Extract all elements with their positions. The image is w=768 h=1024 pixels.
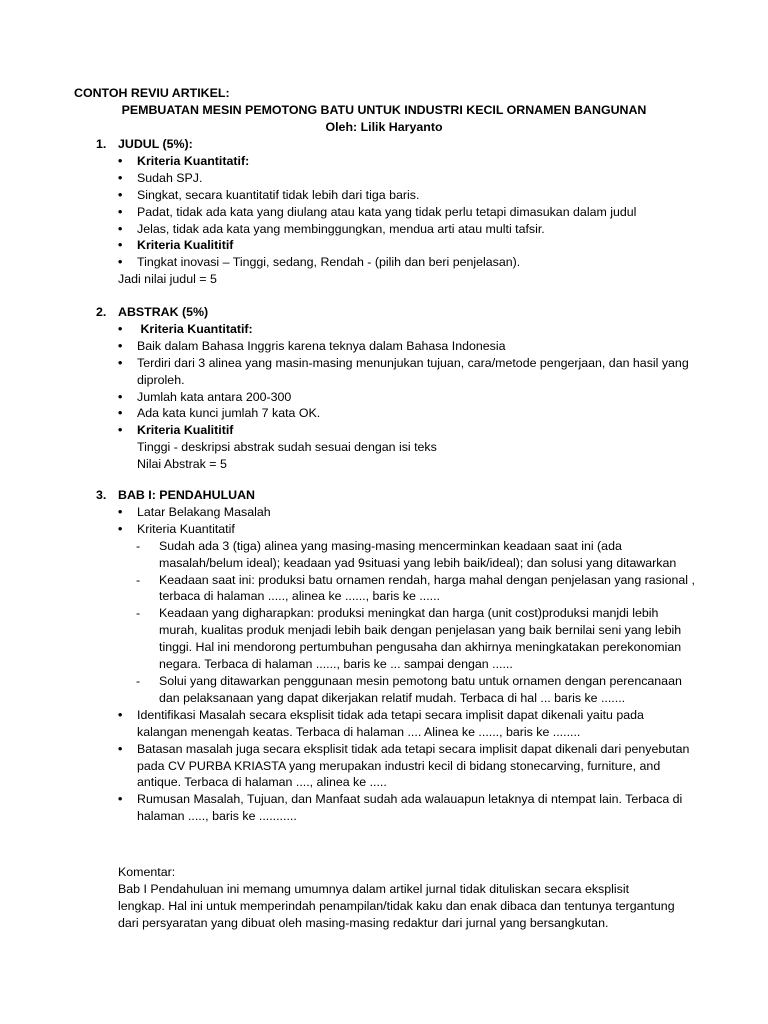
list-item: • Ada kata kunci jumlah 7 kata OK.: [118, 406, 321, 421]
bullet-icon: •: [118, 423, 123, 438]
document-title: CONTOH REVIU ARTIKEL:: [74, 86, 230, 100]
bullet-icon: •: [118, 321, 123, 336]
article-title: PEMBUATAN MESIN PEMOTONG BATU UNTUK INDUSTRI KECIL ORNAMEN BANGUNAN: [121, 103, 647, 117]
list-item: • Identifikasi Masalah secara eksplisit tidak ada tetapi secara implisit dapat dikenali yaitu pada kalangan menengah keatas. Terbaca di halaman .... Alinea ke ......, baris ke ........: [118, 707, 644, 739]
list-item: • Kriteria Kualititif: [118, 238, 234, 253]
list-item: - Keadaan yang digharapkan: produksi meningkat dan harga (unit cost)produksi manjdi lebih murah, kualitas produk menjadi lebih baik dengan penjelasan yang baik bernilai seni yang lebih tinggi. Hal ini mendorong pertumbuhan pengusaha dan akhirnya meningkatakan perekonomian negara. Terbaca di halaman ......, baris ke ... sampai dengan ......: [136, 606, 682, 672]
bullet-icon: •: [118, 521, 123, 536]
comment-label: Komentar:: [118, 865, 176, 879]
dash-icon: -: [136, 572, 141, 587]
list-item: • Batasan masalah juga secara eksplisit tidak ada tetapi secara implisit dapat dikenali dari penyebutan pada CV PURBA KRIASTA yang merupakan industri kecil di bidang stonecarving, furniture, and antique. Terbaca di halaman ...., alinea ke .....: [118, 741, 690, 790]
bullet-icon: •: [118, 355, 123, 370]
list-item: • Singkat, secara kuantitatif tidak lebih dari tiga baris.: [118, 187, 420, 202]
bullet-icon: •: [118, 338, 123, 353]
bullet-icon: •: [118, 741, 123, 756]
list-item: • Jelas, tidak ada kata yang membinggungkan, mendua arti atau multi tafsir.: [118, 221, 545, 236]
list-item: • Kriteria Kuantitatif:: [118, 153, 250, 168]
section-number: 1.: [96, 137, 107, 151]
dash-icon: -: [136, 673, 141, 688]
bullet-icon: •: [118, 170, 123, 185]
bullet-icon: •: [118, 406, 123, 421]
bullet-list: [96, 707, 696, 825]
bullet-icon: •: [118, 204, 123, 219]
bullet-icon: •: [118, 187, 123, 202]
bullet-list: [96, 321, 696, 439]
list-item: • Kriteria Kualititif: [118, 423, 234, 438]
section-pendahuluan: [96, 487, 696, 825]
list-item: • Terdiri dari 3 alinea yang masin-masing menunjukan tujuan, cara/metode pengerjaan, dan hasil yang diproleh.: [118, 355, 689, 387]
bullet-icon: •: [118, 238, 123, 253]
comment-text: Bab I Pendahuluan ini memang umumnya dalam artikel jurnal tidak dituliskan secara eksplisit lengkap. Hal ini untuk memperindah penampilan/tidak kaku dan enak dibaca dan tentunya tergantung dari persyaratan yang dibuat oleh masing-masing redaktur dari jurnal yang bersangkutan.: [118, 881, 675, 930]
bullet-icon: •: [118, 153, 123, 168]
list-item: • Kriteria Kuantitatif:: [118, 321, 253, 336]
section-abstrak: [96, 304, 696, 473]
section-heading-text: ABSTRAK (5%): [118, 305, 209, 319]
list-item: • Jumlah kata antara 200-300: [118, 389, 292, 404]
list-item: • Latar Belakang Masalah: [118, 504, 271, 519]
section-heading: [96, 487, 696, 504]
bullet-icon: •: [118, 504, 123, 519]
bullet-icon: •: [118, 792, 123, 807]
bullet-icon: •: [118, 707, 123, 722]
comment-block: [118, 864, 678, 932]
list-item: - Solui yang ditawarkan penggunaan mesin pemotong batu untuk ornamen dengan perencanaan dan pelaksanaan yang dapat dikerjakan relatif mudah. Terbaca di hal ... baris ke .......: [136, 673, 682, 705]
dash-list: [96, 538, 696, 707]
section-heading: [96, 136, 696, 153]
section-number: 3.: [96, 488, 107, 502]
list-item: • Baik dalam Bahasa Inggris karena teknya dalam Bahasa Indonesia: [118, 338, 506, 353]
bullet-icon: •: [118, 255, 123, 270]
list-item: • Rumusan Masalah, Tujuan, dan Manfaat sudah ada walauapun letaknya di ntempat lain. Terbaca di halaman ....., baris ke ...........: [118, 792, 683, 824]
list-item: • Padat, tidak ada kata yang diulang atau kata yang tidak perlu tetapi dimasukan dalam judul: [118, 204, 637, 219]
section-heading: [96, 304, 696, 321]
section-number: 2.: [96, 305, 107, 319]
bullet-icon: •: [118, 221, 123, 236]
section-heading-text: JUDUL (5%):: [118, 137, 193, 151]
score-line: Nilai Abstrak = 5: [137, 457, 227, 472]
list-item: - Sudah ada 3 (tiga) alinea yang masing-masing mencerminkan keadaan saat ini (ada masalah/belum ideal); keadaan yad 9situasi yang lebih baik/ideal); dan solusi yang ditawarkan: [136, 538, 677, 570]
article-author: Oleh: Lilik Haryanto: [325, 120, 443, 134]
dash-icon: -: [136, 538, 141, 553]
list-item: • Kriteria Kuantitatif: [118, 521, 235, 536]
bullet-list: [96, 504, 696, 538]
section-heading-text: BAB I: PENDAHULUAN: [118, 488, 255, 502]
score-line: Jadi nilai judul = 5: [118, 272, 217, 287]
list-item: • Sudah SPJ.: [118, 170, 203, 185]
dash-icon: -: [136, 606, 141, 621]
section-judul: [96, 136, 696, 288]
bullet-list: [96, 153, 696, 271]
list-item: - Keadaan saat ini: produksi batu ornamen rendah, harga mahal dengan penjelasan yang rasional , terbaca di halaman ....., alinea ke ......, baris ke ......: [136, 572, 695, 604]
abstract-note: Tinggi - deskripsi abstrak sudah sesuai dengan isi teks: [137, 440, 437, 455]
list-item: • Tingkat inovasi – Tinggi, sedang, Rendah - (pilih dan beri penjelasan).: [118, 255, 521, 270]
bullet-icon: •: [118, 389, 123, 404]
